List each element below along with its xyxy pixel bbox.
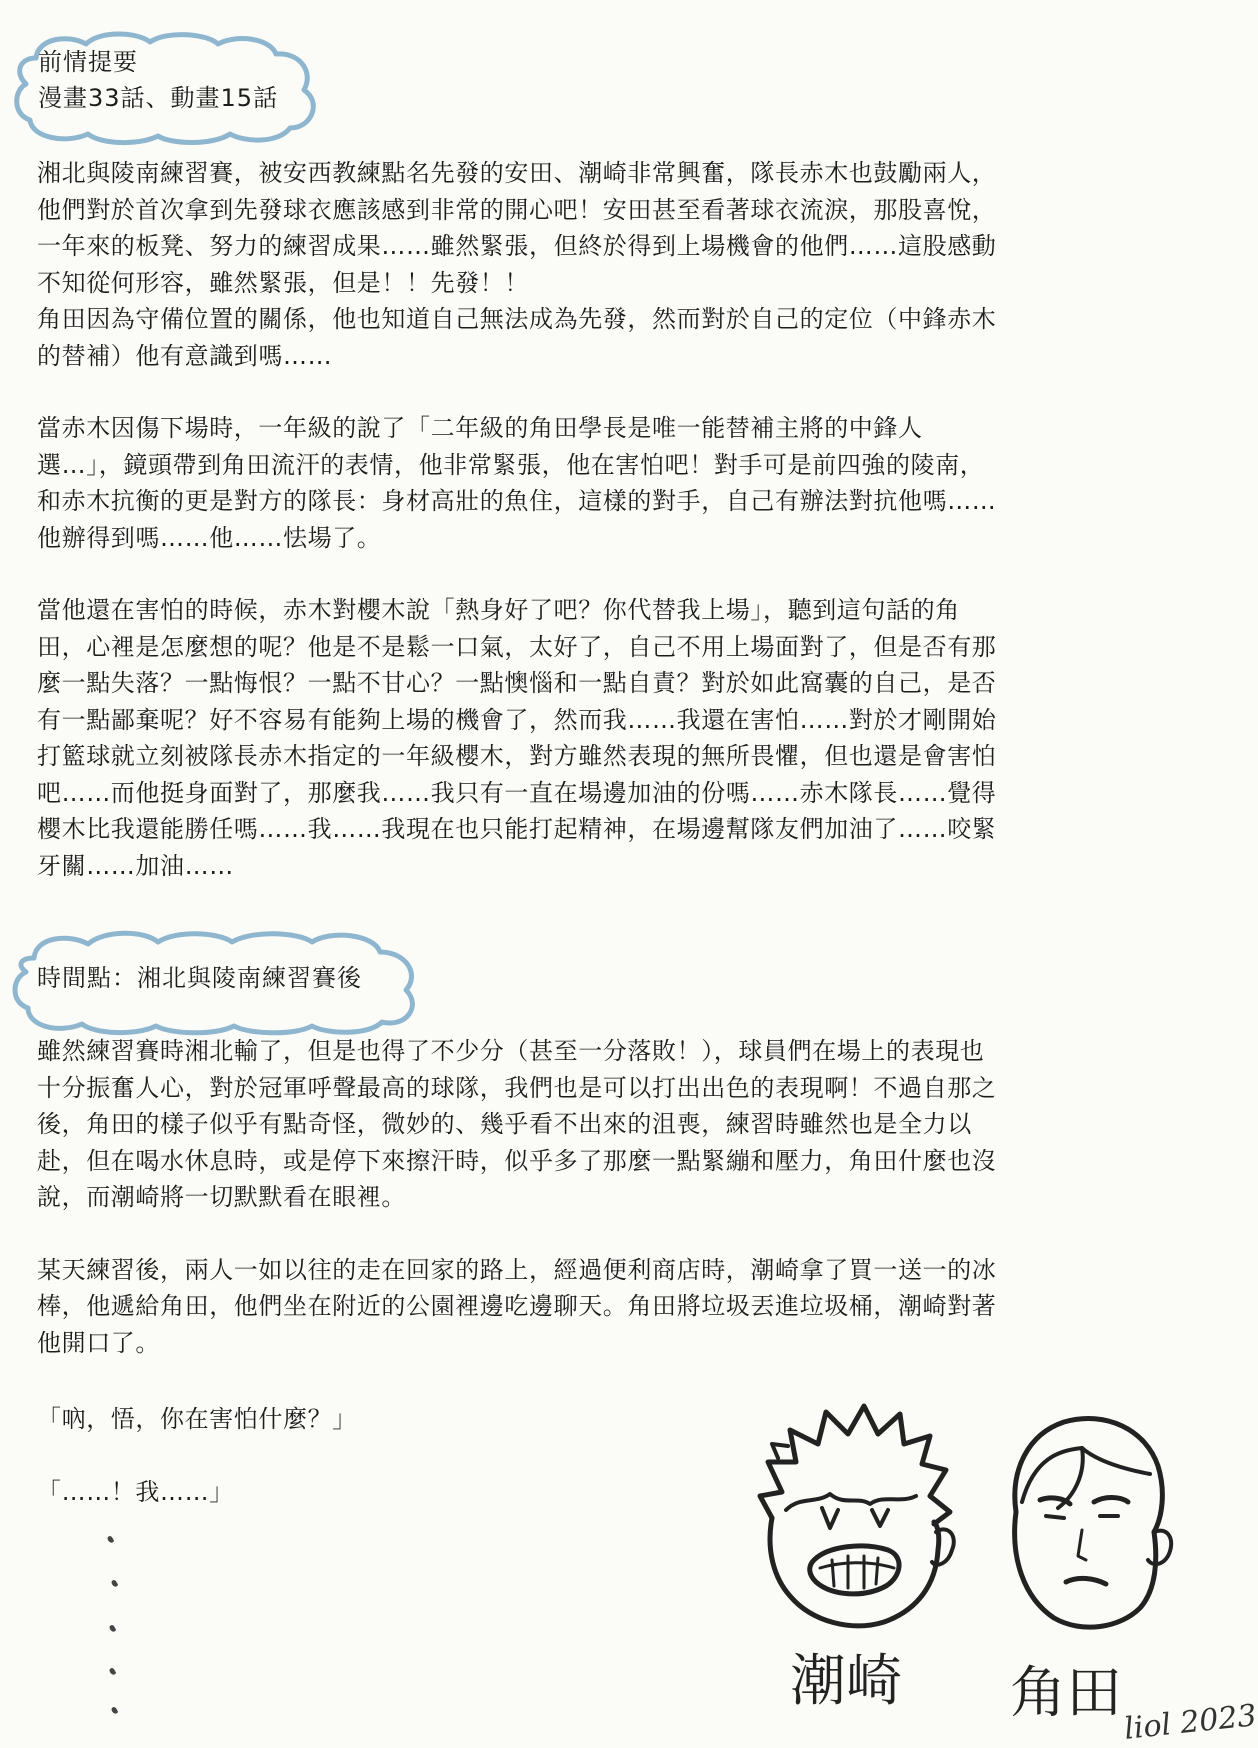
cloud-line-2: 漫畫33話、動畫15話 xyxy=(38,84,279,112)
section-2-text xyxy=(37,1033,1077,1397)
name-kakuta: 角田 xyxy=(1010,1661,1122,1726)
name-shiozaki: 潮崎 xyxy=(790,1649,902,1714)
text-line: 有一點鄙棄呢？好不容易有能夠上場的機會了，然而我……我還在害怕……對於才剛開始 xyxy=(37,705,997,734)
paragraph xyxy=(37,155,1077,374)
text-line: 當赤木因傷下場時，一年級的說了「二年級的角田學長是唯一能替補主將的中鋒人 xyxy=(37,414,923,442)
text-line: 選…」，鏡頭帶到角田流汗的表情，他非常緊張，他在害怕吧！對手可是前四強的陵南， xyxy=(37,450,985,479)
text-line: 不知從何形容，雖然緊張，但是！！先發！！ xyxy=(37,268,529,297)
dialogue-line-1: 「吶，悟，你在害怕什麼？」 xyxy=(37,1405,357,1433)
paragraph xyxy=(37,410,1077,556)
text-line: 棒，他遞給角田，他們坐在附近的公園裡邊吃邊聊天。角田將垃圾丟進垃圾桶，潮崎對著 xyxy=(37,1292,997,1320)
paragraph xyxy=(37,1252,1077,1362)
paragraph xyxy=(37,1033,1077,1216)
text-line: 他開口了。 xyxy=(37,1328,160,1357)
paragraph xyxy=(37,592,1077,884)
text-line: 某天練習後，兩人一如以往的走在回家的路上，經過便利商店時，潮崎拿了買一送一的冰 xyxy=(37,1255,997,1284)
text-line: 湘北與陵南練習賽，被安西教練點名先發的安田、潮崎非常興奮，隊長赤木也鼓勵兩人， xyxy=(37,159,997,187)
character-sketch xyxy=(760,1400,1240,1740)
text-line: 和赤木抗衡的更是對方的隊長：身材高壯的魚住，這樣的對手，自己有辦法對抗他嗎…… xyxy=(37,487,997,515)
cloud-line-1: 前情提要 xyxy=(38,48,138,76)
dialogue-line-2: 「……！我……」 xyxy=(37,1477,234,1506)
text-line: 田，心裡是怎麼想的呢？他是不是鬆一口氣，太好了，自己不用上場面對了，但是否有那 xyxy=(37,632,997,661)
text-line: 他辦得到嗎……他……怯場了。 xyxy=(37,523,382,552)
shiozaki-face-drawing xyxy=(760,1406,954,1626)
text-line: 牙關……加油…… xyxy=(37,851,234,880)
text-line: 赴，但在喝水休息時，或是停下來擦汗時，似乎多了那麼一點緊繃和壓力，角田什麼也沒 xyxy=(37,1146,997,1175)
section-1-text xyxy=(37,155,1077,920)
signature: liol 2023 xyxy=(1122,1698,1258,1747)
text-line: 說，而潮崎將一切默默看在眼裡。 xyxy=(37,1183,406,1211)
summary-cloud-label xyxy=(8,28,328,146)
text-line: 櫻木比我還能勝任嗎……我……我現在也只能打起精神，在場邊幫隊友們加油了……咬緊 xyxy=(37,815,997,843)
text-line: 一年來的板凳、努力的練習成果……雖然緊張，但終於得到上場機會的他們……這股感動 xyxy=(37,232,997,260)
text-line: 打籃球就立刻被隊長赤木指定的一年級櫻木，對方雖然表現的無所畏懼，但也還是會害怕 xyxy=(37,742,997,770)
cloud-line-1: 時間點：湘北與陵南練習賽後 xyxy=(37,964,362,992)
text-line: 當他還在害怕的時候，赤木對櫻木說「熱身好了吧？你代替我上場」，聽到這句話的角 xyxy=(37,596,960,624)
text-line: 他們對於首次拿到先發球衣應該感到非常的開心吧！安田甚至看著球衣流淚，那股喜悅， xyxy=(37,195,997,224)
text-line: 十分振奮人心，對於冠軍呼聲最高的球隊，我們也是可以打出出色的表現啊！不過自那之 xyxy=(37,1073,997,1102)
text-line: 後，角田的樣子似乎有點奇怪，微妙的、幾乎看不出來的沮喪，練習時雖然也是全力以 xyxy=(37,1110,972,1138)
text-line: 角田因為守備位置的關係，他也知道自己無法成為先發，然而對於自己的定位（中鋒赤木 xyxy=(37,305,997,333)
text-line: 吧……而他挺身面對了，那麼我……我只有一直在場邊加油的份嗎……赤木隊長……覺得 xyxy=(37,778,997,807)
text-line: 雖然練習賽時湘北輸了，但是也得了不少分（甚至一分落敗！），球員們在場上的表現也 xyxy=(37,1037,985,1065)
kakuta-face-drawing xyxy=(1015,1419,1172,1628)
timepoint-cloud-label xyxy=(8,924,428,1034)
text-line: 的替補）他有意識到嗎…… xyxy=(37,341,333,370)
text-line: 麼一點失落？一點悔恨？一點不甘心？一點懊惱和一點自責？對於如此窩囊的自己，是否 xyxy=(37,669,997,697)
